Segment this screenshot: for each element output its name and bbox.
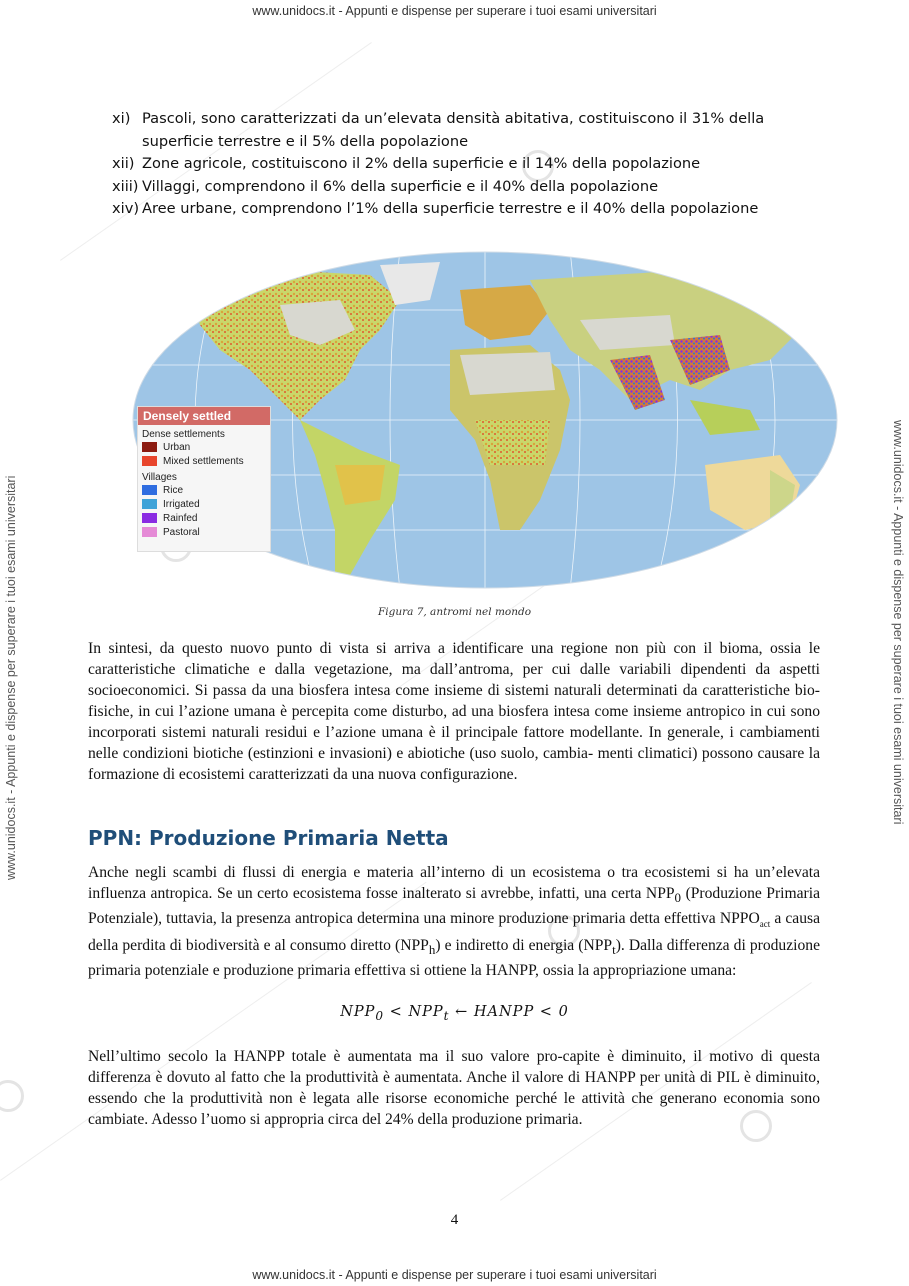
formula-part: ← HANPP < 0 [449,1004,569,1020]
legend-section-title: Dense settlements [142,429,225,440]
hanpp-formula [0,1004,909,1023]
figure-caption: Figura 7, antromi nel mondo [377,606,532,618]
side-watermark-left: www.unidocs.it - Appunti e dispense per superare i tuoi esami universitari [4,475,18,880]
list-text: Zone agricole, costituiscono il 2% della superficie e il 14% della popolazione [142,155,701,172]
legend-item [138,440,270,454]
legend-swatch [142,442,157,452]
subscript: act [759,919,771,930]
header-watermark: www.unidocs.it - Appunti e dispense per superare i tuoi esami universitari [252,4,657,18]
legend-item [138,483,270,497]
text-run: (Produzione Primaria Potenziale), tuttavia, la presenza antropica determina una minore produzione primaria detta effettiva NPPO [88,885,820,928]
legend-label: Irrigated [163,498,200,510]
list-item [112,108,812,153]
list-text: Villaggi, comprendono il 6% della superficie e il 40% della popolazione [142,177,659,195]
list-item [112,198,812,221]
legend-item [138,525,270,539]
list-text: Aree urbane, comprendono l’1% della superficie terrestre e il 40% della popolazione [142,200,759,217]
legend-item [138,497,270,511]
legend-item [138,511,270,525]
legend-label: Urban [163,441,191,453]
legend-label: Pastoral [163,526,200,538]
legend-title: Densely settled [138,407,270,425]
legend-swatch [142,485,157,495]
paragraph-intro: In sintesi, da questo nuovo punto di vista si arriva a identificare una regione non più con il bioma, ossia le caratteristiche climatiche e dalla vegetazione, ma dall’antroma, per cui dalle variabili dipendenti da aspetti socioeconomici. Si passa da una biosfera intesa come insieme di sistemi naturali determinati da caratteristiche bio-fisiche, in cui l’azione umana è percepita come disturbo, ad una biosfera intesa come insieme antropico in cui sono incorporati sistemi naturali residui e l’azione umana è il principale fattore modellante. In generale, i cambiamenti nelle condizioni biotiche (estinzioni e invasioni) e abiotiche (uso suolo, cambia- menti climatici) possono causare la formazione di ecosistemi caratterizzati da una nuova configurazione. [88,640,820,783]
page-number: 4 [450,1212,459,1228]
formula-subscript: 0 [375,1008,385,1023]
text-run: a causa della perdita di biodiversità e al consumo diretto (NPP [88,910,820,955]
text-run: ) e indiretto di energia (NPP [435,937,613,955]
list-number: xiii) [112,177,139,195]
paragraph-npp [88,862,820,981]
subscript: h [428,942,436,958]
legend-section-title: Villages [142,472,177,483]
list-item [112,176,812,199]
map-legend [137,406,271,552]
legend-swatch [142,527,157,537]
section-heading: PPN: Produzione Primaria Netta [88,826,449,850]
subscript: 0 [674,890,682,906]
legend-label: Mixed settlements [163,455,244,467]
legend-label: Rice [163,484,184,496]
text-run: Anche negli scambi di flussi di energia e materia all’interno di un ecosistema o tra ecosistemi si ha un’elevata influenza antropica. Se un certo ecosistema fosse inalterato si avrebbe, infatti, una certa NPP [88,864,820,902]
paragraph-hanpp: Nell’ultimo secolo la HANPP totale è aumentata ma il suo valore pro-capite è diminuito, il motivo di questa differenza è dovuto al fatto che la produttività è aumentata. Anche il valore di HANPP per unità di PIL è diminuito, essendo che la produttività non è legata alle risorse economiche perché le attività che generano economia sono cambiate. Adesso l’uomo si appropria circa del 24% della produzione primaria. [88,1048,820,1128]
formula-part: NPP [340,1004,376,1020]
formula-subscript: t [443,1008,450,1023]
list-item [112,153,812,176]
text-run: ). Dalla differenza di produzione primaria potenziale e produzione primaria effettiva si ottiene la HANPP, ossia la appropriazione umana: [88,937,820,980]
list-number: xi) [112,110,131,127]
legend-item [138,454,270,468]
list-number: xii) [112,155,135,172]
legend-label: Rainfed [163,512,198,524]
legend-swatch [142,499,157,509]
watermark-logo-icon [0,1080,24,1112]
legend-swatch [142,513,157,523]
formula-part: < NPP [384,1004,444,1020]
subscript: t [612,942,616,958]
legend-swatch [142,456,157,466]
list-text: Pascoli, sono caratterizzati da un’elevata densità abitativa, costituiscono il 31% della superficie terrestre e il 5% della popolazione [142,110,765,150]
footer-watermark: www.unidocs.it - Appunti e dispense per superare i tuoi esami universitari [252,1268,657,1282]
list-number: xiv) [112,200,140,217]
antromes-list [112,108,812,221]
side-watermark-right: www.unidocs.it - Appunti e dispense per superare i tuoi esami universitari [891,420,905,825]
